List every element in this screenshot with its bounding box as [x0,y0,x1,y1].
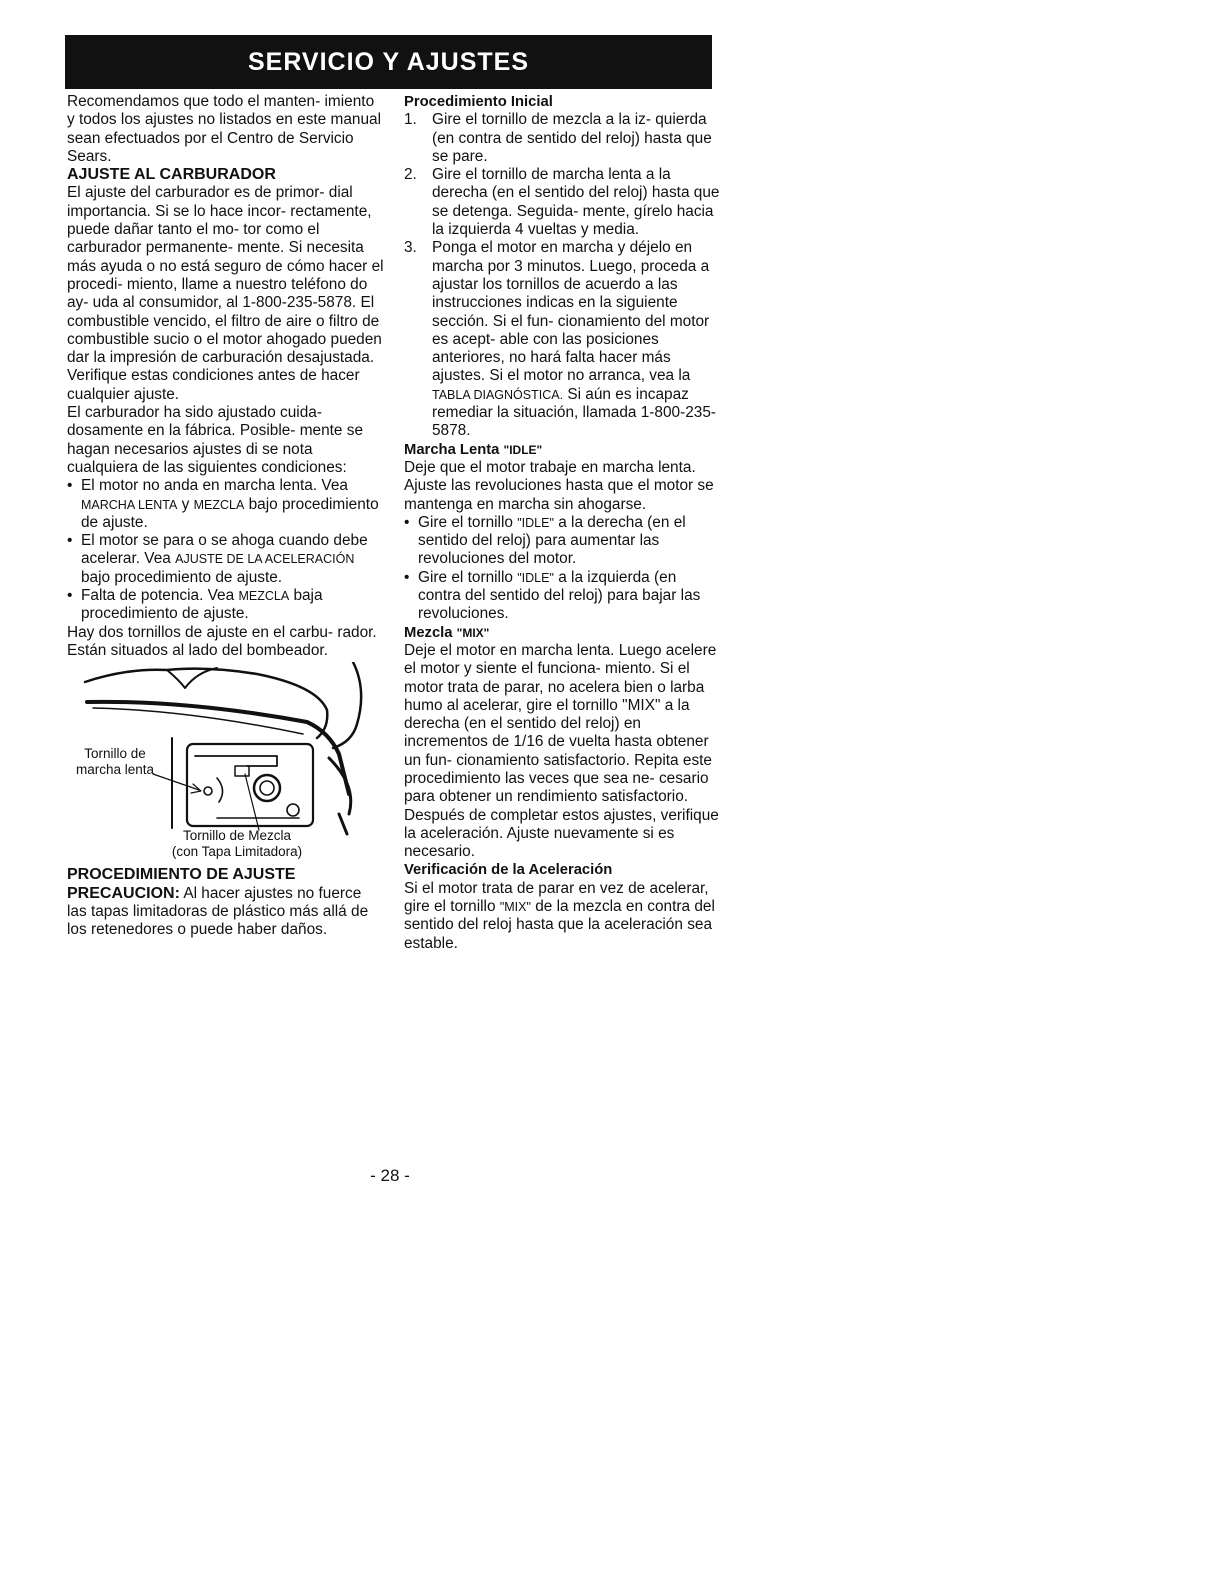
conditions-list [67,477,385,623]
acceleration-heading: Verificación de la Aceleración [404,862,613,879]
carburetor-paragraph-2: El carburador ha sido ajustado cuida- dosamente en la fábrica. Posible- mente se hagan necesarios ajustes di se nota cualquiera de las siguientes condiciones: [67,404,364,476]
section-title-banner [65,35,712,89]
carburetor-heading: AJUSTE AL CARBURADOR [67,166,276,184]
left-column [67,93,385,939]
procedure-heading: PROCEDIMIENTO DE AJUSTE [67,866,296,884]
carburetor-paragraph-1: El ajuste del carburador es de primor- dial importancia. Si se lo hace incor- rectamente, puede dañar tanto el mo- tor como el carburador permanente- mente. Si necesita más ayuda o no está seguro de cómo hacer el procedi- miento, llame a nuestro teléfono do ay- uda al consumidor, al 1-800-235-5878. El combustible vencido, el filtro de aire o filtro de combustible sucio o el motor ahogado pueden dar la impresión de carburación desajustada. Verifique estas condiciones antes de hacer cualquier ajuste. [67,184,384,403]
mix-paragraph: Deje el motor en marcha lenta. Luego acelere el motor y siente el funciona- miento. Si el motor trata de parar, no acelera bien o larba humo al acelerar, gire el tornillo "MIX" a la derecha (en el sentido del reloj) en incrementos de 1/16 de vuelta hasta obtener un fun- cionamiento satisfactorio. Repita este procedimiento las veces que sea ne- cesario para obtener un rendimiento satisfactorio. Después de completar estos ajustes, verifique la aceleración. Ajuste nuevamente si es necesario. [404,641,719,861]
right-column [404,93,722,953]
caution-label: PRECAUCION: [67,884,180,902]
idle-screw-label: Tornillo de marcha lenta [75,746,155,778]
idle-heading: Marcha Lenta "IDLE" [404,441,543,458]
condition-item: • El motor se para o se ahoga cuando debe acelerar. Vea AJUSTE DE LA ACELERACIÓN bajo procedimiento de ajuste. [67,532,385,587]
condition-item: • Falta de potencia. Vea MEZCLA baja procedimiento de ajuste. [67,587,385,624]
caution-paragraph: PRECAUCION: Al hacer ajustes no fuerce las tapas limitadoras de plástico más allá de los retenedores o puede haber daños. [67,884,369,939]
initial-procedure-heading: Procedimiento Inicial [404,94,553,110]
mix-heading: Mezcla "MIX" [404,624,490,641]
mix-screw-label: Tornillo de Mezcla (con Tapa Limitadora) [171,828,303,860]
idle-item: • Gire el tornillo "IDLE" a la izquierda (en contra del sentido del reloj) para bajar las revoluciones. [404,569,722,624]
idle-paragraph: Deje que el motor trabaje en marcha lenta. Ajuste las revoluciones hasta que el motor se mantenga en marcha sin ahogarse. [404,458,714,513]
step-item: 2. Gire el tornillo de marcha lenta a la derecha (en el sentido del reloj) hasta que se detenga. Seguida- mente, gírelo hacia la izquierda 4 vueltas y media. [404,166,720,239]
carburetor-figure [67,662,385,862]
idle-item: • Gire el tornillo "IDLE" a la derecha (en el sentido del reloj) para aumentar las revoluciones del motor. [404,514,722,569]
intro-paragraph: Recomendamos que todo el manten- imiento y todos los ajustes no listados en este manual sean efectuados por el Centro de Servicio Sears. [67,93,381,165]
initial-steps-list [404,111,722,440]
page-number: - 28 - [370,1166,410,1185]
acceleration-paragraph: Si el motor trata de parar en vez de acelerar, gire el tornillo "MIX" de la mezcla en contra del sentido del reloj hasta que la aceleración sea estable. [404,879,715,952]
condition-item: • El motor no anda en marcha lenta. Vea MARCHA LENTA y MEZCLA bajo procedimiento de ajuste. [67,477,385,532]
idle-list [404,514,722,624]
screws-paragraph: Hay dos tornillos de ajuste en el carbu- rador. Están situados al lado del bombeador. [67,623,377,659]
step-item: 1. Gire el tornillo de mezcla a la iz- quierda (en contra de sentido del reloj) hasta que se pare. [404,111,712,165]
section-title: SERVICIO Y AJUSTES [247,47,530,76]
step-item: 3. Ponga el motor en marcha y déjelo en marcha por 3 minutos. Luego, proceda a ajustar los tornillos de acuerdo a las instrucciones indicas en la siguiente sección. Si el fun- cionamiento del motor es acept- able con las posiciones anteriores, no hará falta hacer más ajustes. Si el motor no arranca, vea la TABLA DIAGNÓSTICA. Si aún es incapaz remediar la situación, llamada 1-800-235-5878. [404,239,717,440]
